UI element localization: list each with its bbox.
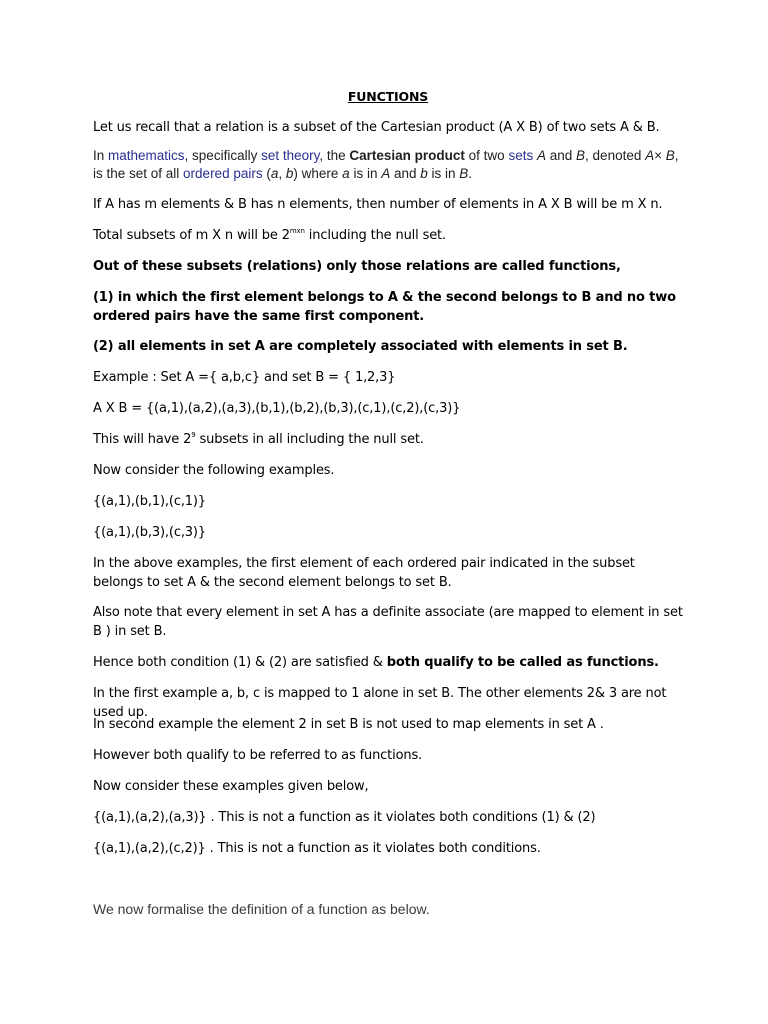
subsets-paragraph: Total subsets of m X n will be $2^{mxn}$ including the null set. (93, 227, 446, 243)
condition-two: (2) all elements in set A are completely associated with elements in set B. (93, 339, 628, 354)
example-three: {(a,1),(a,2),(a,3)} . This is not a function as it violates both conditions (1) & (2) (93, 810, 596, 825)
link-set-theory[interactable]: set theory (261, 148, 320, 163)
cartesian-definition: In mathematics, specifically set theory, the Cartesian product of two sets A and B, denoted A× B, is the set of all ordered pairs (a, b) where a is in A and b is in B. (93, 148, 679, 181)
condition-one: (1) in which the first element belongs to A & the second belongs to B and no two ordered pairs have the same first component. (93, 290, 676, 324)
link-ordered-pairs[interactable]: ordered pairs (183, 166, 263, 181)
example-sets: Example : Set A ={ a,b,c} and set B = { 1,2,3} (93, 370, 396, 385)
subset-count: This will have $2^9$ subsets in all including the null set. (93, 431, 424, 447)
hence-paragraph: Hence both condition (1) & (2) are satisfied & both qualify to be called as functions. (93, 655, 659, 670)
intro-paragraph: Let us recall that a relation is a subset of the Cartesian product (A X B) of two sets A & B. (93, 120, 660, 135)
link-sets[interactable]: sets (508, 148, 534, 163)
however-paragraph: However both qualify to be referred to as functions. (93, 748, 423, 763)
cartesian-example: A X B = {(a,1),(a,2),(a,3),(b,1),(b,2),(b,3),(c,1),(c,2),(c,3)} (93, 401, 461, 416)
formalise-paragraph: We now formalise the definition of a function as below. (93, 901, 430, 917)
above-examples-paragraph: In the above examples, the first element of each ordered pair indicated in the subset belongs to set A & the second element belongs to set B. (93, 556, 635, 590)
first-example-paragraph: In the first example a, b, c is mapped to 1 alone in set B. The other elements 2& 3 are not used up. (93, 686, 667, 720)
document-title: FUNCTIONS (347, 89, 429, 104)
now-consider-paragraph: Now consider these examples given below, (93, 779, 369, 794)
cartesian-product-term: Cartesian product (349, 148, 465, 163)
example-one: {(a,1),(b,1),(c,1)} (93, 494, 206, 509)
also-note-paragraph: Also note that every element in set A has a definite associate (are mapped to element in set B ) in set B. (93, 605, 683, 639)
link-mathematics[interactable]: mathematics (108, 148, 185, 163)
functions-intro-bold: Out of these subsets (relations) only those relations are called functions, (93, 259, 621, 274)
second-example-paragraph: In second example the element 2 in set B is not used to map elements in set A . (93, 717, 604, 732)
consider-paragraph: Now consider the following examples. (93, 463, 335, 478)
elements-paragraph: If A has m elements & B has n elements, then number of elements in A X B will be m X n. (93, 197, 663, 212)
example-four: {(a,1),(a,2),(c,2)} . This is not a function as it violates both conditions. (93, 841, 541, 856)
example-two: {(a,1),(b,3),(c,3)} (93, 525, 206, 540)
